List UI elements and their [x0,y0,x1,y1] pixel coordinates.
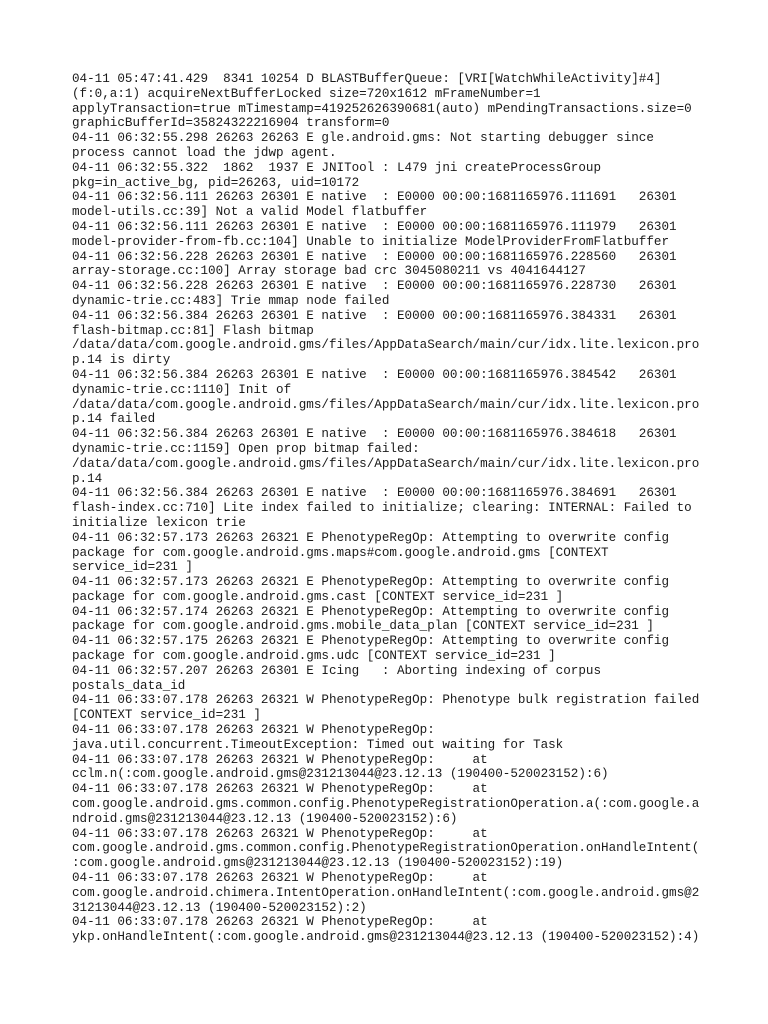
log-line: package for com.google.android.gms.mobile_data_plan [CONTEXT service_id=231 ] [72,619,654,634]
log-line: 04-11 06:32:56.384 26263 26301 E native : E0000 00:00:1681165976.384618 26301 [72,427,677,442]
log-line: process cannot load the jdwp agent. [72,145,337,160]
log-line: 04-11 06:32:55.298 26263 26263 E gle.android.gms: Not starting debugger since [72,131,654,146]
log-line: postals_data_id [72,678,186,693]
log-line: 04-11 06:32:57.173 26263 26321 E PhenotypeRegOp: Attempting to overwrite config [72,530,670,545]
log-line: dynamic-trie.cc:483] Trie mmap node failed [72,293,390,308]
log-body [72,72,702,945]
log-line: 04-11 06:32:56.228 26263 26301 E native : E0000 00:00:1681165976.228730 26301 [72,279,677,294]
log-line: 04-11 06:32:57.207 26263 26301 E Icing : Aborting indexing of corpus [72,663,602,678]
log-line: 04-11 06:32:55.322 1862 1937 E JNITool : L479 jni createProcessGroup [72,160,602,175]
log-line: 04-11 06:32:56.384 26263 26301 E native : E0000 00:00:1681165976.384542 26301 [72,367,677,382]
log-line: package for com.google.android.gms.maps#com.google.android.gms [CONTEXT [72,545,609,560]
log-line: 04-11 06:32:56.228 26263 26301 E native : E0000 00:00:1681165976.228560 26301 [72,249,677,264]
log-line: 04-11 06:32:56.384 26263 26301 E native : E0000 00:00:1681165976.384691 26301 [72,486,677,501]
log-line: /data/data/com.google.android.gms/files/AppDataSearch/main/cur/idx.lite.lexicon.pro [72,338,700,353]
log-document [72,72,702,945]
log-line: 04-11 06:33:07.178 26263 26321 W PhenotypeRegOp: at [72,782,488,797]
log-line: package for com.google.android.gms.cast [CONTEXT service_id=231 ] [72,589,564,604]
log-line: ykp.onHandleIntent(:com.google.android.gms@231213044@23.12.13 (190400-520023152):4) [72,930,700,945]
log-line: 04-11 06:32:57.175 26263 26321 E PhenotypeRegOp: Attempting to overwrite config [72,634,670,649]
log-line: package for com.google.android.gms.udc [CONTEXT service_id=231 ] [72,649,556,664]
log-line: 04-11 06:33:07.178 26263 26321 W PhenotypeRegOp: at [72,752,488,767]
log-line: 04-11 06:33:07.178 26263 26321 W PhenotypeRegOp: at [72,915,488,930]
log-line: 04-11 06:32:56.111 26263 26301 E native : E0000 00:00:1681165976.111691 26301 [72,190,677,205]
log-line: 04-11 06:33:07.178 26263 26321 W PhenotypeRegOp: Phenotype bulk registration failed [72,693,700,708]
log-line: :com.google.android.gms@231213044@23.12.13 (190400-520023152):19) [72,856,564,871]
log-line: /data/data/com.google.android.gms/files/AppDataSearch/main/cur/idx.lite.lexicon.pro [72,456,700,471]
log-line: dynamic-trie.cc:1159] Open prop bitmap failed: [72,441,420,456]
log-line: 04-11 06:33:07.178 26263 26321 W PhenotypeRegOp: [72,723,435,738]
log-line: array-storage.cc:100] Array storage bad crc 3045080211 vs 4041644127 [72,264,586,279]
log-line: com.google.android.chimera.IntentOperation.onHandleIntent(:com.google.android.gms@2 [72,885,700,900]
log-line: 04-11 06:32:57.174 26263 26321 E PhenotypeRegOp: Attempting to overwrite config [72,604,670,619]
log-line: 04-11 06:32:57.173 26263 26321 E PhenotypeRegOp: Attempting to overwrite config [72,575,670,590]
log-line: p.14 [72,471,103,486]
log-line: 31213044@23.12.13 (190400-520023152):2) [72,900,367,915]
log-line: flash-bitmap.cc:81] Flash bitmap [72,323,314,338]
log-line: initialize lexicon trie [72,515,246,530]
log-line: applyTransaction=true mTimestamp=419252626390681(auto) mPendingTransactions.size=0 [72,101,692,116]
log-line: cclm.n(:com.google.android.gms@231213044@23.12.13 (190400-520023152):6) [72,767,609,782]
log-line: graphicBufferId=35824322216904 transform=0 [72,116,390,131]
log-line: p.14 is dirty [72,353,171,368]
log-line: ndroid.gms@231213044@23.12.13 (190400-520023152):6) [72,811,458,826]
log-line: model-utils.cc:39] Not a valid Model flatbuffer [72,205,428,220]
log-line: 04-11 06:32:56.384 26263 26301 E native : E0000 00:00:1681165976.384331 26301 [72,308,677,323]
log-line: java.util.concurrent.TimeoutException: Timed out waiting for Task [72,737,564,752]
log-line: dynamic-trie.cc:1110] Init of [72,382,292,397]
log-line: p.14 failed [72,412,156,427]
log-line: service_id=231 ] [72,560,193,575]
log-line: 04-11 05:47:41.429 8341 10254 D BLASTBufferQueue: [VRI[WatchWhileActivity]#4] [72,72,662,86]
log-line: com.google.android.gms.common.config.PhenotypeRegistrationOperation.onHandleIntent( [72,841,700,856]
log-line: /data/data/com.google.android.gms/files/AppDataSearch/main/cur/idx.lite.lexicon.pro [72,397,700,412]
log-line: 04-11 06:33:07.178 26263 26321 W PhenotypeRegOp: at [72,826,488,841]
log-line: com.google.android.gms.common.config.PhenotypeRegistrationOperation.a(:com.google.a [72,797,700,812]
log-line: 04-11 06:33:07.178 26263 26321 W PhenotypeRegOp: at [72,871,488,886]
log-line: flash-index.cc:710] Lite index failed to initialize; clearing: INTERNAL: Failed to [72,501,692,516]
log-line: model-provider-from-fb.cc:104] Unable to initialize ModelProviderFromFlatbuffer [72,234,670,249]
log-line: [CONTEXT service_id=231 ] [72,708,261,723]
log-line: pkg=in_active_bg, pid=26263, uid=10172 [72,175,360,190]
log-line: 04-11 06:32:56.111 26263 26301 E native : E0000 00:00:1681165976.111979 26301 [72,219,677,234]
log-line: (f:0,a:1) acquireNextBufferLocked size=720x1612 mFrameNumber=1 [72,86,541,101]
